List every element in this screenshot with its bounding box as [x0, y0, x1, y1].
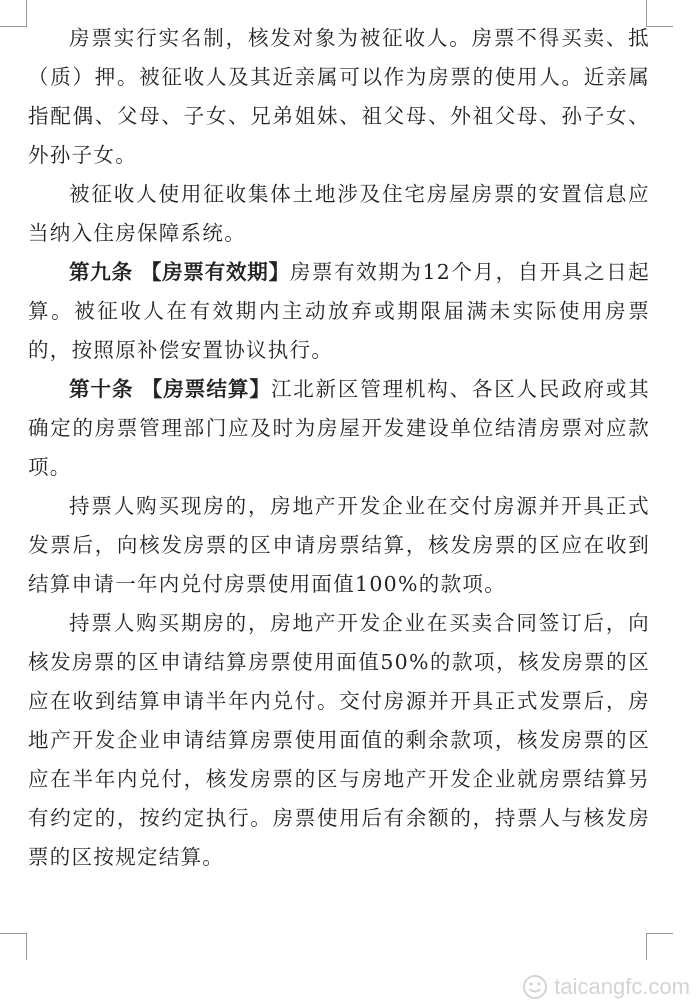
watermark-text: taicangfc.com — [554, 974, 690, 999]
crop-mark-top-right — [646, 0, 673, 27]
paragraph: 被征收人使用征收集体土地涉及住宅房屋房票的安置信息应当纳入住房保障系统。 — [28, 182, 650, 245]
paragraph: 持票人购买现房的，房地产开发企业在交付房源并开具正式发票后，向核发房票的区申请房票结算，核发房票的区应在收到结算申请一年内兑付房票使用面值100%的款项。 — [28, 494, 650, 596]
article-heading: 第十条 【房票结算】 — [69, 377, 271, 401]
article-heading: 第九条 【房票有效期】 — [69, 260, 290, 284]
paragraph: 房票实行实名制，核发对象为被征收人。房票不得买卖、抵（质）押。被征收人及其近亲属可以作为房票的使用人。近亲属指配偶、父母、子女、兄弟姐妹、祖父母、外祖父母、孙子女、外孙子女。 — [28, 26, 650, 167]
article-10-paragraph: 第十条 【房票结算】江北新区管理机构、各区人民政府或其确定的房票管理部门应及时为房屋开发建设单位结清房票对应款项。 — [28, 377, 650, 479]
crop-mark-bottom-right — [646, 933, 673, 960]
smiley-icon — [522, 974, 548, 1000]
crop-mark-top-left — [0, 0, 27, 27]
crop-mark-bottom-left — [0, 933, 27, 960]
paragraph: 持票人购买期房的，房地产开发企业在买卖合同签订后，向核发房票的区申请结算房票使用面值50%的款项，核发房票的区应在收到结算申请半年内兑付。交付房源并开具正式发票后，房地产开发企业申请结算房票使用面值的剩余款项，核发房票的区应在半年内兑付，核发房票的区与房地产开发企业就房票结算另有约定的，按约定执行。房票使用后有余额的，持票人与核发房票的区按规定结算。 — [28, 611, 650, 869]
article-9-paragraph: 第九条 【房票有效期】房票有效期为12个月，自开具之日起算。被征收人在有效期内主动放弃或期限届满未实际使用房票的，按照原补偿安置协议执行。 — [28, 260, 651, 362]
document-body — [28, 19, 650, 877]
watermark — [522, 974, 690, 1000]
